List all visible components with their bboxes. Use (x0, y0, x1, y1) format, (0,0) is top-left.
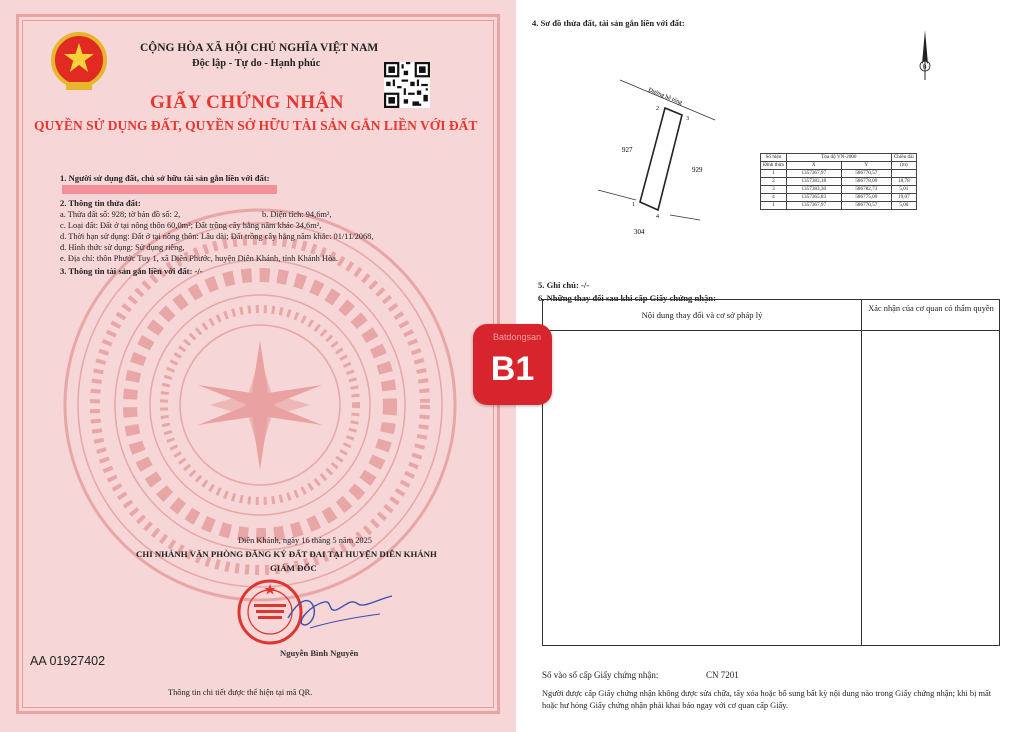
vertex-label: 4 (656, 214, 659, 220)
table-cell: 5,01 (891, 186, 916, 194)
table-cell: 19,07 (891, 194, 916, 202)
table-header: Đỉnh thửa (761, 162, 787, 170)
table-cell: 18,78 (891, 178, 916, 186)
certificate-serial: AA 01927402 (30, 654, 106, 668)
table-cell: 1357365,83 (786, 194, 841, 202)
table-cell: 586778,09 (841, 178, 891, 186)
director-title: GIÁM ĐỐC (270, 563, 317, 573)
land-info-heading: 2. Thông tin thửa đất: (60, 198, 141, 208)
watermark-text: Batdongsan (493, 332, 542, 342)
table-cell: 1357383,30 (786, 186, 841, 194)
register-value: CN 7201 (706, 670, 739, 680)
header-divider (543, 330, 999, 331)
vertex-label: 3 (686, 116, 689, 122)
table-cell: 1357367,97 (786, 202, 841, 210)
table-header: Y (841, 162, 891, 170)
table-row (761, 194, 917, 202)
table-cell: 5,00 (891, 202, 916, 210)
qr-code (384, 62, 430, 108)
changes-table (542, 299, 1000, 646)
qr-note: Thông tin chi tiết được thể hiện tại mã QR. (168, 688, 313, 697)
motto-heading: Độc lập - Tự do - Hạnh phúc (192, 58, 321, 69)
table-cell: 1357367,97 (786, 170, 841, 178)
nation-heading: CỘNG HÒA XÃ HỘI CHỦ NGHĨA VIỆT NAM (140, 42, 379, 54)
table-header: (m) (891, 162, 916, 170)
owner-heading: 1. Người sử dụng đất, chủ sở hữu tài sản gắn liền với đất: (60, 173, 270, 183)
register-label: Số vào sổ cấp Giấy chứng nhận: (542, 670, 659, 680)
land-address: e. Địa chỉ: thôn Phước Tuy 1, xã Diên Phước, huyện Diên Khánh, tỉnh Khánh Hòa. (60, 254, 338, 263)
table-row (761, 202, 917, 210)
column-header-authority: Xác nhận của cơ quan có thẩm quyền (868, 304, 994, 313)
svg-text:B: B (922, 64, 927, 71)
table-cell: 2 (761, 178, 787, 186)
issuing-agency: CHI NHÁNH VĂN PHÒNG ĐĂNG KÝ ĐẤT ĐAI TẠI HUYỆN DIÊN KHÁNH (136, 549, 437, 559)
table-row (761, 186, 917, 194)
land-type: c. Loại đất: Đất ở tại nông thôn 60,0m²; Đất trồng cây hằng năm khác 34,6m², (60, 221, 322, 230)
parcel-number: a. Thửa đất số: 928; tờ bản đồ số: 2, (60, 210, 181, 219)
table-cell: 1 (761, 170, 787, 178)
north-arrow-icon (913, 30, 937, 88)
footer-note: Người được cấp Giấy chứng nhận không được sửa chữa, tẩy xóa hoặc bổ sung bất kỳ nội dung nào trong Giấy chứng nhận; khi bị mất hoặc hư hỏng Giấy chứng nhận phải khai báo ngay với cơ quan cấp Giấy. (542, 689, 992, 710)
table-cell: 586770,57 (841, 202, 891, 210)
coordinates-table (760, 153, 917, 210)
signer-name: Nguyễn Bình Nguyên (280, 648, 359, 658)
national-emblem-icon (48, 30, 110, 94)
vertex-label: 2 (656, 106, 659, 112)
usage-form: đ. Hình thức sử dụng: Sử dụng riêng, (60, 243, 185, 252)
certificate-subtitle: QUYỀN SỬ DỤNG ĐẤT, QUYỀN SỞ HỮU TÀI SẢN GẮN LIỀN VỚI ĐẤT (34, 118, 478, 133)
handwritten-signature (280, 588, 400, 636)
certificate-title: GIẤY CHỨNG NHẬN (150, 92, 344, 113)
b1-badge (473, 324, 552, 405)
table-row (761, 170, 917, 178)
table-cell: 586770,57 (841, 170, 891, 178)
parcel-diagram (590, 60, 740, 240)
neighbor-label: 929 (692, 166, 703, 174)
column-header-content: Nội dung thay đổi và cơ sở pháp lý (641, 310, 763, 320)
column-divider (861, 300, 862, 645)
certificate-back-page (520, 0, 1024, 732)
table-header: Chiều dài (891, 154, 916, 162)
signing-date: Diên Khánh, ngày 16 tháng 5 năm 2025 (238, 536, 372, 545)
redacted-owner-name (62, 185, 277, 194)
neighbor-label: 304 (634, 228, 645, 236)
usage-duration: d. Thời hạn sử dụng: Đất ở tại nông thôn: Lâu dài; Đất trồng cây hằng năm khác: 01/11/2068, (60, 232, 374, 241)
section-6-heading: 6. Những thay đổi sau khi cấp Giấy chứng nhận: (538, 293, 716, 303)
table-cell: 1 (761, 202, 787, 210)
asset-heading: 3. Thông tin tài sản gắn liền với đất: -/- (60, 266, 203, 276)
table-cell: 1357383,18 (786, 178, 841, 186)
section-4-heading: 4. Sơ đồ thửa đất, tài sản gắn liền với đất: (532, 18, 685, 28)
table-cell (891, 170, 916, 178)
table-cell: 586775,09 (841, 194, 891, 202)
vertex-label: 1 (632, 202, 635, 208)
parcel-area: b. Diện tích: 94,6m², (262, 210, 332, 219)
table-cell: 586782,73 (841, 186, 891, 194)
section-5-heading: 5. Ghi chú: -/- (538, 280, 590, 290)
road-label: Đường bê tông (647, 87, 683, 107)
badge-label: B1 (490, 350, 535, 388)
table-header: Tọa độ VN-2000 (786, 154, 891, 162)
table-row (761, 178, 917, 186)
table-header: Số hiệu (761, 154, 787, 162)
table-cell: 4 (761, 194, 787, 202)
table-header: X (786, 162, 841, 170)
neighbor-label: 927 (622, 146, 633, 154)
table-cell: 3 (761, 186, 787, 194)
bronze-drum-pattern (60, 205, 460, 605)
